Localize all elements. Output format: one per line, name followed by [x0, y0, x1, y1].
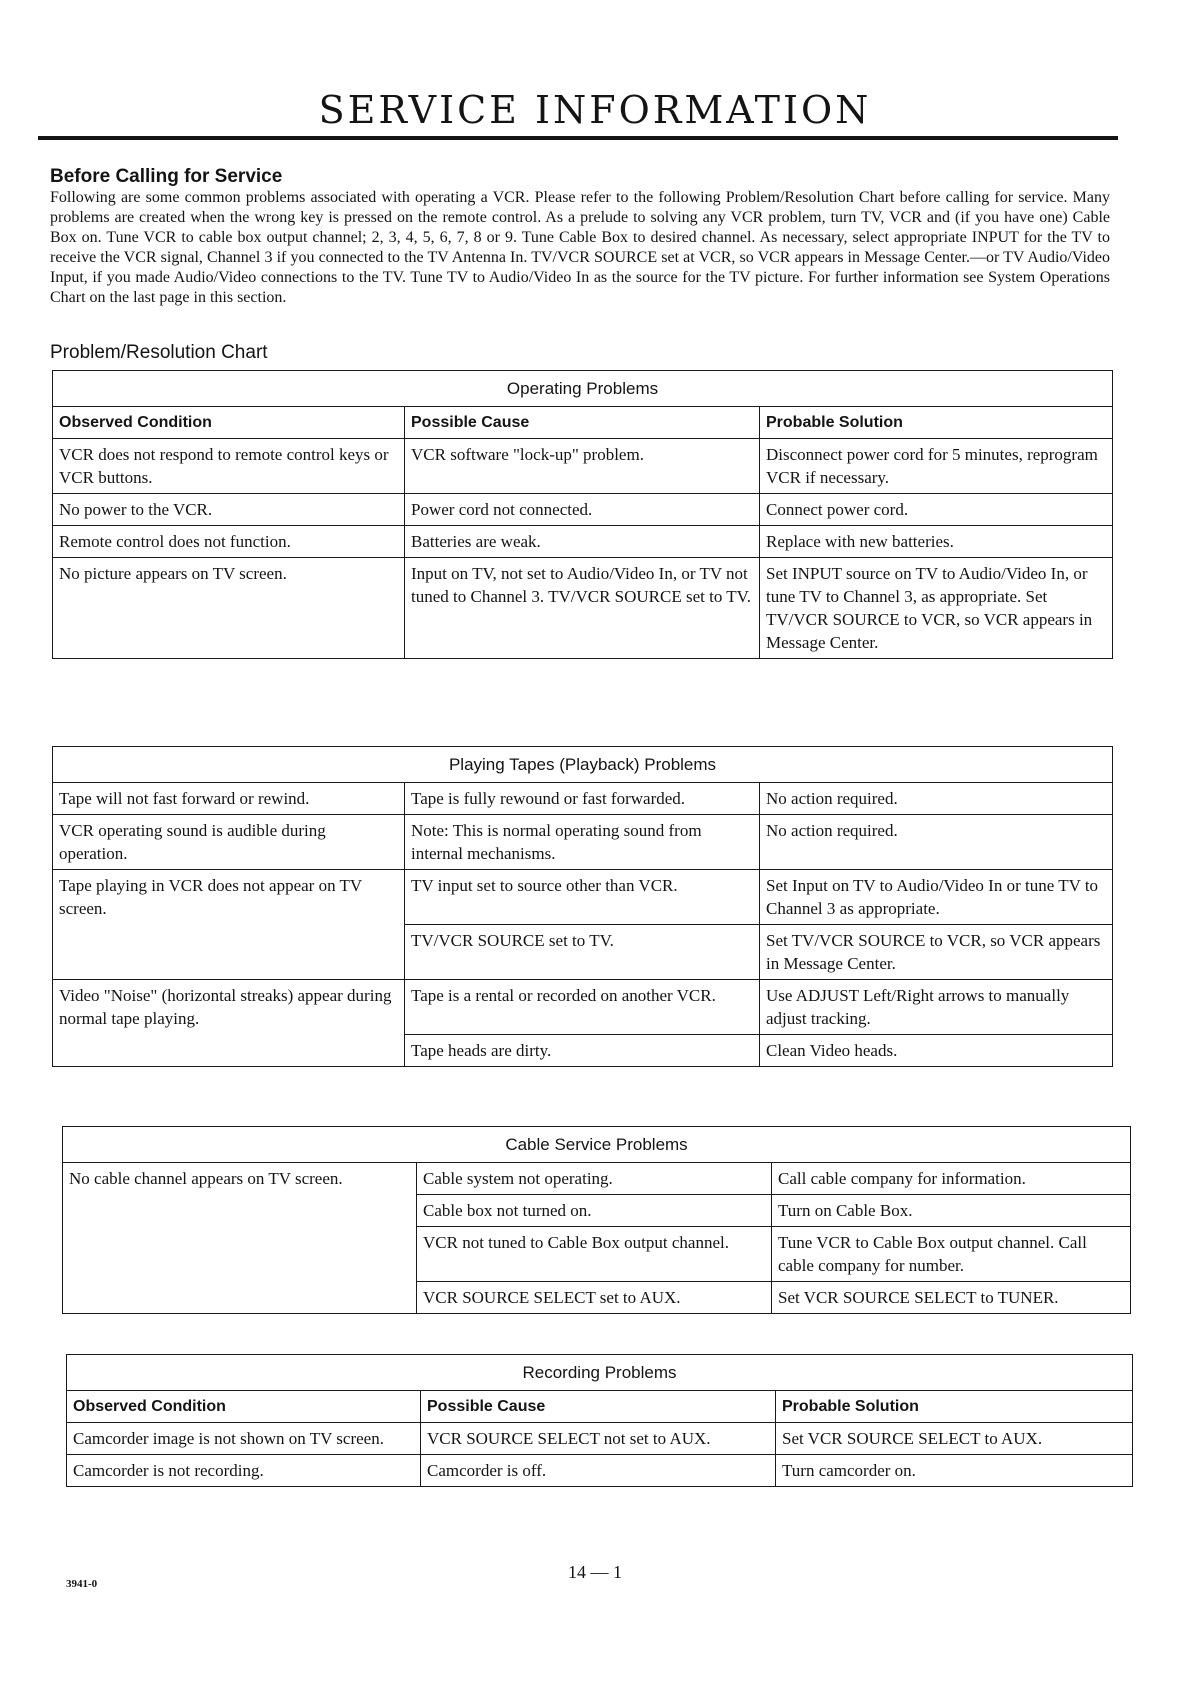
solution-cell: Clean Video heads. — [760, 1035, 1113, 1067]
page-title: SERVICE INFORMATION — [318, 88, 872, 132]
condition-cell: Tape will not fast forward or rewind. — [53, 783, 405, 815]
operating-problems-table — [52, 370, 1113, 659]
cause-cell: Tape heads are dirty. — [405, 1035, 760, 1067]
cause-cell: Tape is fully rewound or fast forwarded. — [405, 783, 760, 815]
condition-cell: No picture appears on TV screen. — [53, 558, 405, 659]
table-row — [67, 1455, 1133, 1487]
cause-cell: TV input set to source other than VCR. — [405, 870, 760, 925]
solution-cell: Set TV/VCR SOURCE to VCR, so VCR appears in Message Center. — [760, 925, 1113, 980]
playing-problems-table — [52, 746, 1113, 1067]
table-row — [53, 783, 1113, 815]
cause-cell: Batteries are weak. — [405, 526, 760, 558]
operating-problems-caption: Operating Problems — [53, 371, 1113, 407]
recording-problems-table — [66, 1354, 1133, 1487]
cause-cell: Tape is a rental or recorded on another VCR. — [405, 980, 760, 1035]
table-row — [53, 870, 1113, 925]
cause-cell: Input on TV, not set to Audio/Video In, or TV not tuned to Channel 3. TV/VCR SOURCE set to TV. — [405, 558, 760, 659]
condition-cell: Remote control does not function. — [53, 526, 405, 558]
solution-cell: No action required. — [760, 815, 1113, 870]
cause-cell: Cable box not turned on. — [417, 1195, 772, 1227]
column-header-cause: Possible Cause — [405, 407, 760, 439]
table-row — [53, 494, 1113, 526]
condition-cell: No cable channel appears on TV screen. — [63, 1163, 417, 1314]
solution-cell: Set Input on TV to Audio/Video In or tune TV to Channel 3 as appropriate. — [760, 870, 1113, 925]
solution-cell: No action required. — [760, 783, 1113, 815]
cause-cell: Cable system not operating. — [417, 1163, 772, 1195]
condition-cell: Camcorder is not recording. — [67, 1455, 421, 1487]
cause-cell: Power cord not connected. — [405, 494, 760, 526]
title-rule — [38, 136, 1118, 140]
table-row — [53, 980, 1113, 1035]
column-header-condition: Observed Condition — [67, 1391, 421, 1423]
column-header-solution: Probable Solution — [760, 407, 1113, 439]
cause-cell: VCR SOURCE SELECT not set to AUX. — [421, 1423, 776, 1455]
intro-paragraph: Following are some common problems associated with operating a VCR. Please refer to the following Problem/Resolution Chart before calling for service. Many problems are created when the wrong key is pressed on the remote control. As a prelude to solving any VCR problem, turn TV, VCR and (if you have one) Cable Box on. Tune VCR to cable box output channel; 2, 3, 4, 5, 6, 7, 8 or 9. Tune Cable Box to desired channel. As necessary, select appropriate INPUT for the TV to receive the VCR signal, Channel 3 if you connected to the TV Antenna In. TV/VCR SOURCE set at VCR, so VCR appears in Message Center.—or TV Audio/Video Input, if you made Audio/Video connections to the TV. Tune TV to Audio/Video In as the source for the TV picture. For further information see System Operations Chart on the last page in this section. — [50, 189, 1110, 306]
solution-cell: Connect power cord. — [760, 494, 1113, 526]
condition-cell: Tape playing in VCR does not appear on TV screen. — [53, 870, 405, 980]
solution-cell: Disconnect power cord for 5 minutes, reprogram VCR if necessary. — [760, 439, 1113, 494]
table-row — [53, 439, 1113, 494]
table-row — [67, 1423, 1133, 1455]
document-code: 3941-0 — [66, 1578, 98, 1590]
solution-cell: Set INPUT source on TV to Audio/Video In, or tune TV to Channel 3, as appropriate. Set TV/VCR SOURCE to VCR, so VCR appears in Message Center. — [760, 558, 1113, 659]
cause-cell: VCR software "lock-up" problem. — [405, 439, 760, 494]
cause-cell: Camcorder is off. — [421, 1455, 776, 1487]
chart-heading: Problem/Resolution Chart — [50, 342, 268, 363]
solution-cell: Set VCR SOURCE SELECT to AUX. — [776, 1423, 1133, 1455]
table-row — [63, 1163, 1131, 1195]
cause-cell: TV/VCR SOURCE set to TV. — [405, 925, 760, 980]
cause-cell: Note: This is normal operating sound from internal mechanisms. — [405, 815, 760, 870]
recording-problems-caption: Recording Problems — [67, 1355, 1133, 1391]
cable-problems-table — [62, 1126, 1131, 1314]
table-row — [53, 558, 1113, 659]
page-number: 14 — 1 — [568, 1562, 622, 1582]
solution-cell: Turn camcorder on. — [776, 1455, 1133, 1487]
table-row — [53, 815, 1113, 870]
column-header-condition: Observed Condition — [53, 407, 405, 439]
solution-cell: Call cable company for information. — [772, 1163, 1131, 1195]
condition-cell: Camcorder image is not shown on TV screen. — [67, 1423, 421, 1455]
solution-cell: Replace with new batteries. — [760, 526, 1113, 558]
cause-cell: VCR SOURCE SELECT set to AUX. — [417, 1282, 772, 1314]
condition-cell: Video "Noise" (horizontal streaks) appear during normal tape playing. — [53, 980, 405, 1067]
cable-problems-caption: Cable Service Problems — [63, 1127, 1131, 1163]
solution-cell: Turn on Cable Box. — [772, 1195, 1131, 1227]
column-header-cause: Possible Cause — [421, 1391, 776, 1423]
cause-cell: VCR not tuned to Cable Box output channel. — [417, 1227, 772, 1282]
column-header-solution: Probable Solution — [776, 1391, 1133, 1423]
solution-cell: Tune VCR to Cable Box output channel. Call cable company for number. — [772, 1227, 1131, 1282]
playing-problems-caption: Playing Tapes (Playback) Problems — [53, 747, 1113, 783]
solution-cell: Use ADJUST Left/Right arrows to manually adjust tracking. — [760, 980, 1113, 1035]
condition-cell: VCR operating sound is audible during operation. — [53, 815, 405, 870]
solution-cell: Set VCR SOURCE SELECT to TUNER. — [772, 1282, 1131, 1314]
condition-cell: VCR does not respond to remote control keys or VCR buttons. — [53, 439, 405, 494]
table-row — [53, 526, 1113, 558]
intro-heading: Before Calling for Service — [50, 166, 283, 187]
condition-cell: No power to the VCR. — [53, 494, 405, 526]
